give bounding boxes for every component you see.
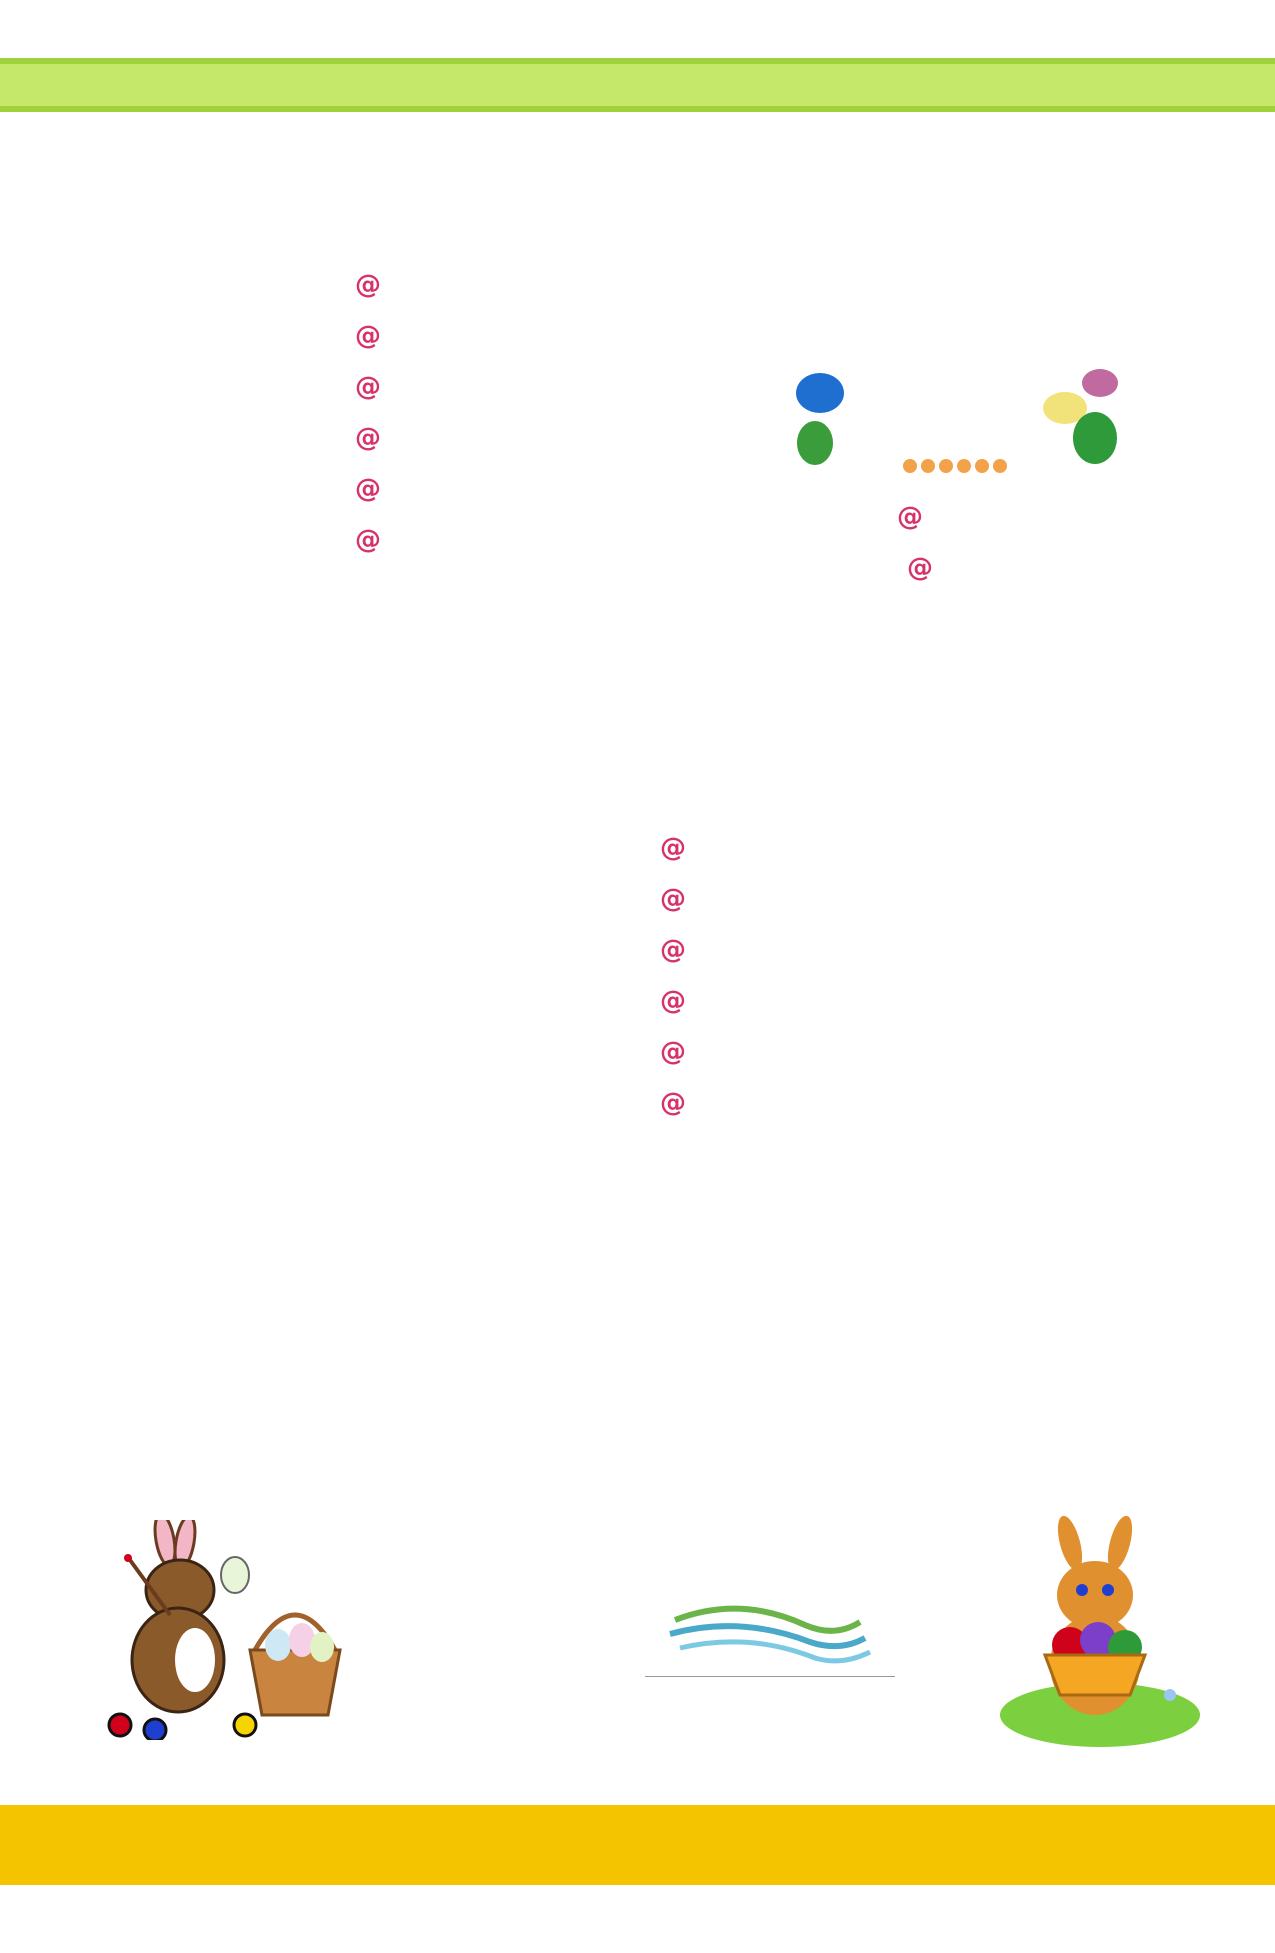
spiral-bullet-icon: @ — [660, 1037, 686, 1067]
list-item — [130, 513, 620, 564]
top-egg-border — [0, 30, 1275, 140]
list-item — [250, 923, 1110, 974]
list-item — [130, 360, 620, 411]
list-item — [130, 258, 620, 309]
spiral-bullet-icon: @ — [355, 372, 381, 402]
spiral-bullet-icon: @ — [660, 884, 686, 914]
spiral-bullet-icon: @ — [660, 986, 686, 1016]
logo-divider — [645, 1676, 895, 1677]
booths-section — [250, 815, 1110, 1127]
spiral-bullet-icon: @ — [355, 270, 381, 300]
montemar-logo — [630, 1600, 910, 1740]
spiral-bullet-icon: @ — [355, 474, 381, 504]
saturday-activities-list — [130, 258, 620, 564]
list-item — [130, 309, 620, 360]
list-item — [250, 1025, 1110, 1076]
spiral-bullet-icon: @ — [355, 321, 381, 351]
list-item — [660, 541, 1220, 592]
spiral-bullet-icon: @ — [907, 553, 933, 583]
painting-bunny-icon — [100, 1520, 350, 1740]
saturday-section — [130, 254, 620, 586]
spiral-bullet-icon: @ — [355, 423, 381, 453]
spiral-bullet-icon: @ — [660, 1088, 686, 1118]
list-item — [250, 1076, 1110, 1127]
easter-egg-icon — [790, 358, 1130, 478]
list-item — [250, 821, 1110, 872]
sunday-activities-list — [660, 490, 1220, 592]
spiral-bullet-icon: @ — [355, 525, 381, 555]
list-item — [660, 490, 1220, 541]
spiral-bullet-icon: @ — [897, 502, 923, 532]
booths-list — [250, 821, 1110, 1127]
list-item — [250, 872, 1110, 923]
spiral-bullet-icon: @ — [660, 833, 686, 863]
bottom-egg-border — [0, 1775, 1275, 1915]
basket-bunny-icon — [990, 1515, 1205, 1755]
wave-logo-icon — [630, 1600, 910, 1670]
spiral-bullet-icon: @ — [660, 935, 686, 965]
happy-easter-badge — [790, 358, 1130, 478]
list-item — [130, 462, 620, 513]
list-item — [130, 411, 620, 462]
list-item — [250, 974, 1110, 1025]
